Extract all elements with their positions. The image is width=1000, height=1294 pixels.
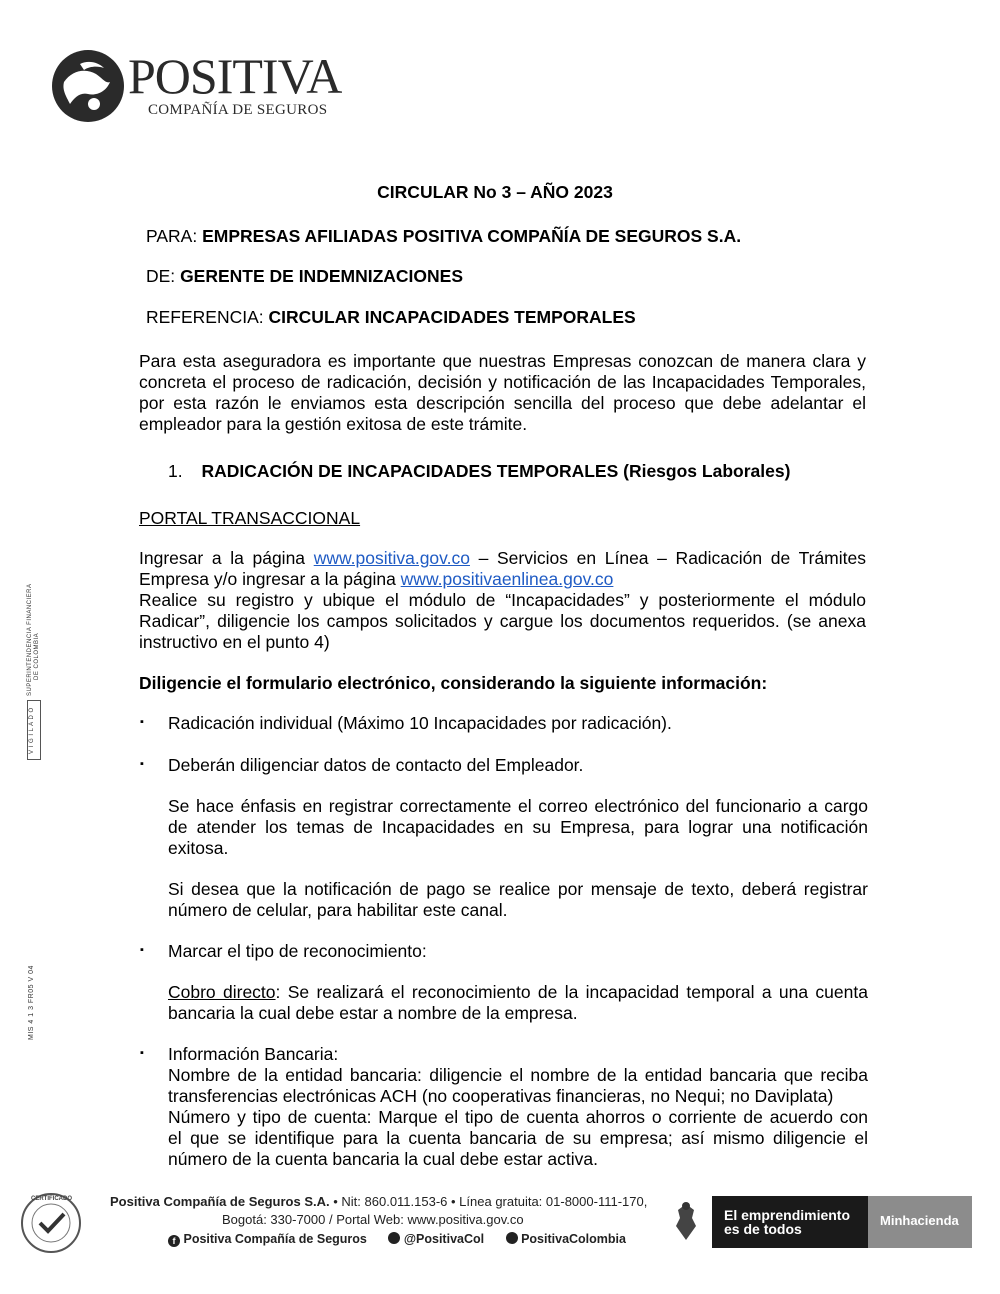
facebook-handle[interactable]: Positiva Compañía de Seguros [183,1232,367,1246]
footer-social [168,1232,626,1247]
bullet-2-paragraph-2: Si desea que la notificación de pago se realice por mensaje de texto, deberá registrar número de celular, para habilitar este canal. [168,879,868,920]
bullet-4: Información Bancaria: Nombre de la entidad bancaria: diligencie el nombre de la entidad bancaria que reciba transferencias electrónicas ACH (no cooperativas financieras, no Nequi; no Daviplata) Número y tipo de cuenta: Marque el tipo de cuenta ahorros o corriente de acuerdo con el que se identifique para la cuenta bancaria de su empresa; así mismo diligencie el número de la cuenta bancaria la cual debe estar activa. [168,1044,868,1169]
cobro-directo-term: Cobro directo [168,982,276,1002]
reference-line [146,307,636,328]
positivaenlinea-link[interactable]: www.positivaenlinea.gov.co [400,569,614,589]
reference-value: CIRCULAR INCAPACIDADES TEMPORALES [268,307,636,327]
bullet-marker: ▪ [140,758,144,770]
ministry-box [868,1196,972,1248]
youtube-icon[interactable] [506,1232,518,1244]
bullet-3: Marcar el tipo de reconocimiento: [168,941,427,961]
superfinanciera-text: SUPERINTENDENCIA FINANCIERA [27,583,33,696]
de-colombia-text: DE COLOMBIA [34,632,40,680]
positiva-emblem-icon [50,46,126,126]
bullet-2: Deberán diligenciar datos de contacto del Empleador. [168,755,584,775]
bullet-marker: ▪ [140,944,144,956]
form-heading: Diligencie el formulario electrónico, considerando la siguiente información: [139,673,768,693]
slogan-line-1: El emprendimiento [724,1207,851,1223]
to-label: PARA: [146,226,198,246]
ministry-name: Minhacienda [880,1213,959,1228]
to-value: EMPRESAS AFILIADAS POSITIVA COMPAÑÍA DE SEGUROS S.A. [202,226,742,246]
seal-text: CERTIFICADO [31,1196,72,1202]
government-banner [660,1196,972,1248]
bullet-2-paragraph-1: Se hace énfasis en registrar correctamente el correo electrónico del funcionario a cargo de atender los temas de Incapacidades en su Empresa, para lograr una notificación exitosa. [168,796,868,858]
circular-title: CIRCULAR No 3 – AÑO 2023 [377,182,613,202]
section-1-heading: 1. RADICACIÓN DE INCAPACIDADES TEMPORALES (Riesgos Laborales) [168,461,791,481]
colombia-coat-of-arms-icon [660,1196,712,1248]
bullet-1: Radicación individual (Máximo 10 Incapacidades por radicación). [168,713,672,733]
certified-seal [20,1192,82,1254]
slogan-line-2: es de todos [724,1221,802,1237]
brand-subtitle: COMPAÑÍA DE SEGUROS [148,102,328,118]
footer-company: Positiva Compañía de Seguros S.A. [110,1194,330,1209]
positiva-link[interactable]: www.positiva.gov.co [313,548,470,568]
form-code-text: MIS 4 1 3 FR05 V 04 [28,965,35,1040]
intro-paragraph: Para esta aseguradora es importante que nuestras Empresas conozcan de manera clara y concreta el proceso de radicación, decisión y notificación de las Incapacidades Temporales, por esta razón le enviamos esta descripción sencilla del proceso que debe adelantar el empleador para la gestión exitosa de este trámite. [139,351,866,434]
from-line [146,266,463,287]
from-label: DE: [146,266,176,286]
brand-name: POSITIVA [128,48,342,104]
youtube-handle[interactable]: PositivaColombia [521,1232,626,1246]
portal-heading: PORTAL TRANSACCIONAL [139,508,361,528]
from-value: GERENTE DE INDEMNIZACIONES [180,266,464,286]
bullet-marker: ▪ [140,1047,144,1059]
to-line [146,226,741,247]
vigilado-text: V I G I L A D O [29,707,35,754]
twitter-icon[interactable] [388,1232,400,1244]
portal-instructions: Ingresar a la página www.positiva.gov.co – Servicios en Línea – Radicación de Trámites Empresa y/o ingresar a la página www.positivaenlinea.gov.co Realice su registro y ubique el módulo de “Incapacidades” y posteriormente el módulo Radicar”, diligencie los campos solicitados y cargue los documentos requeridos. (se anexa instructivo en el punto 4) [139,548,866,652]
twitter-handle[interactable]: @PositivaCol [403,1232,485,1246]
reference-label: REFERENCIA: [146,307,264,327]
facebook-icon[interactable]: f [168,1235,180,1247]
company-logo [50,44,340,134]
bullet-3-detail: Cobro directo: Se realizará el reconocimiento de la incapacidad temporal a una cuenta bancaria la cual debe estar a nombre de la empresa. [168,982,868,1023]
footer-company-line: Positiva Compañía de Seguros S.A. • Nit: 860.011.153-6 • Línea gratuita: 01-8000-111-170, [110,1194,648,1209]
bullet-marker: ▪ [140,716,144,728]
footer-contact-line: Bogotá: 330-7000 / Portal Web: www.positiva.gov.co [222,1212,524,1227]
